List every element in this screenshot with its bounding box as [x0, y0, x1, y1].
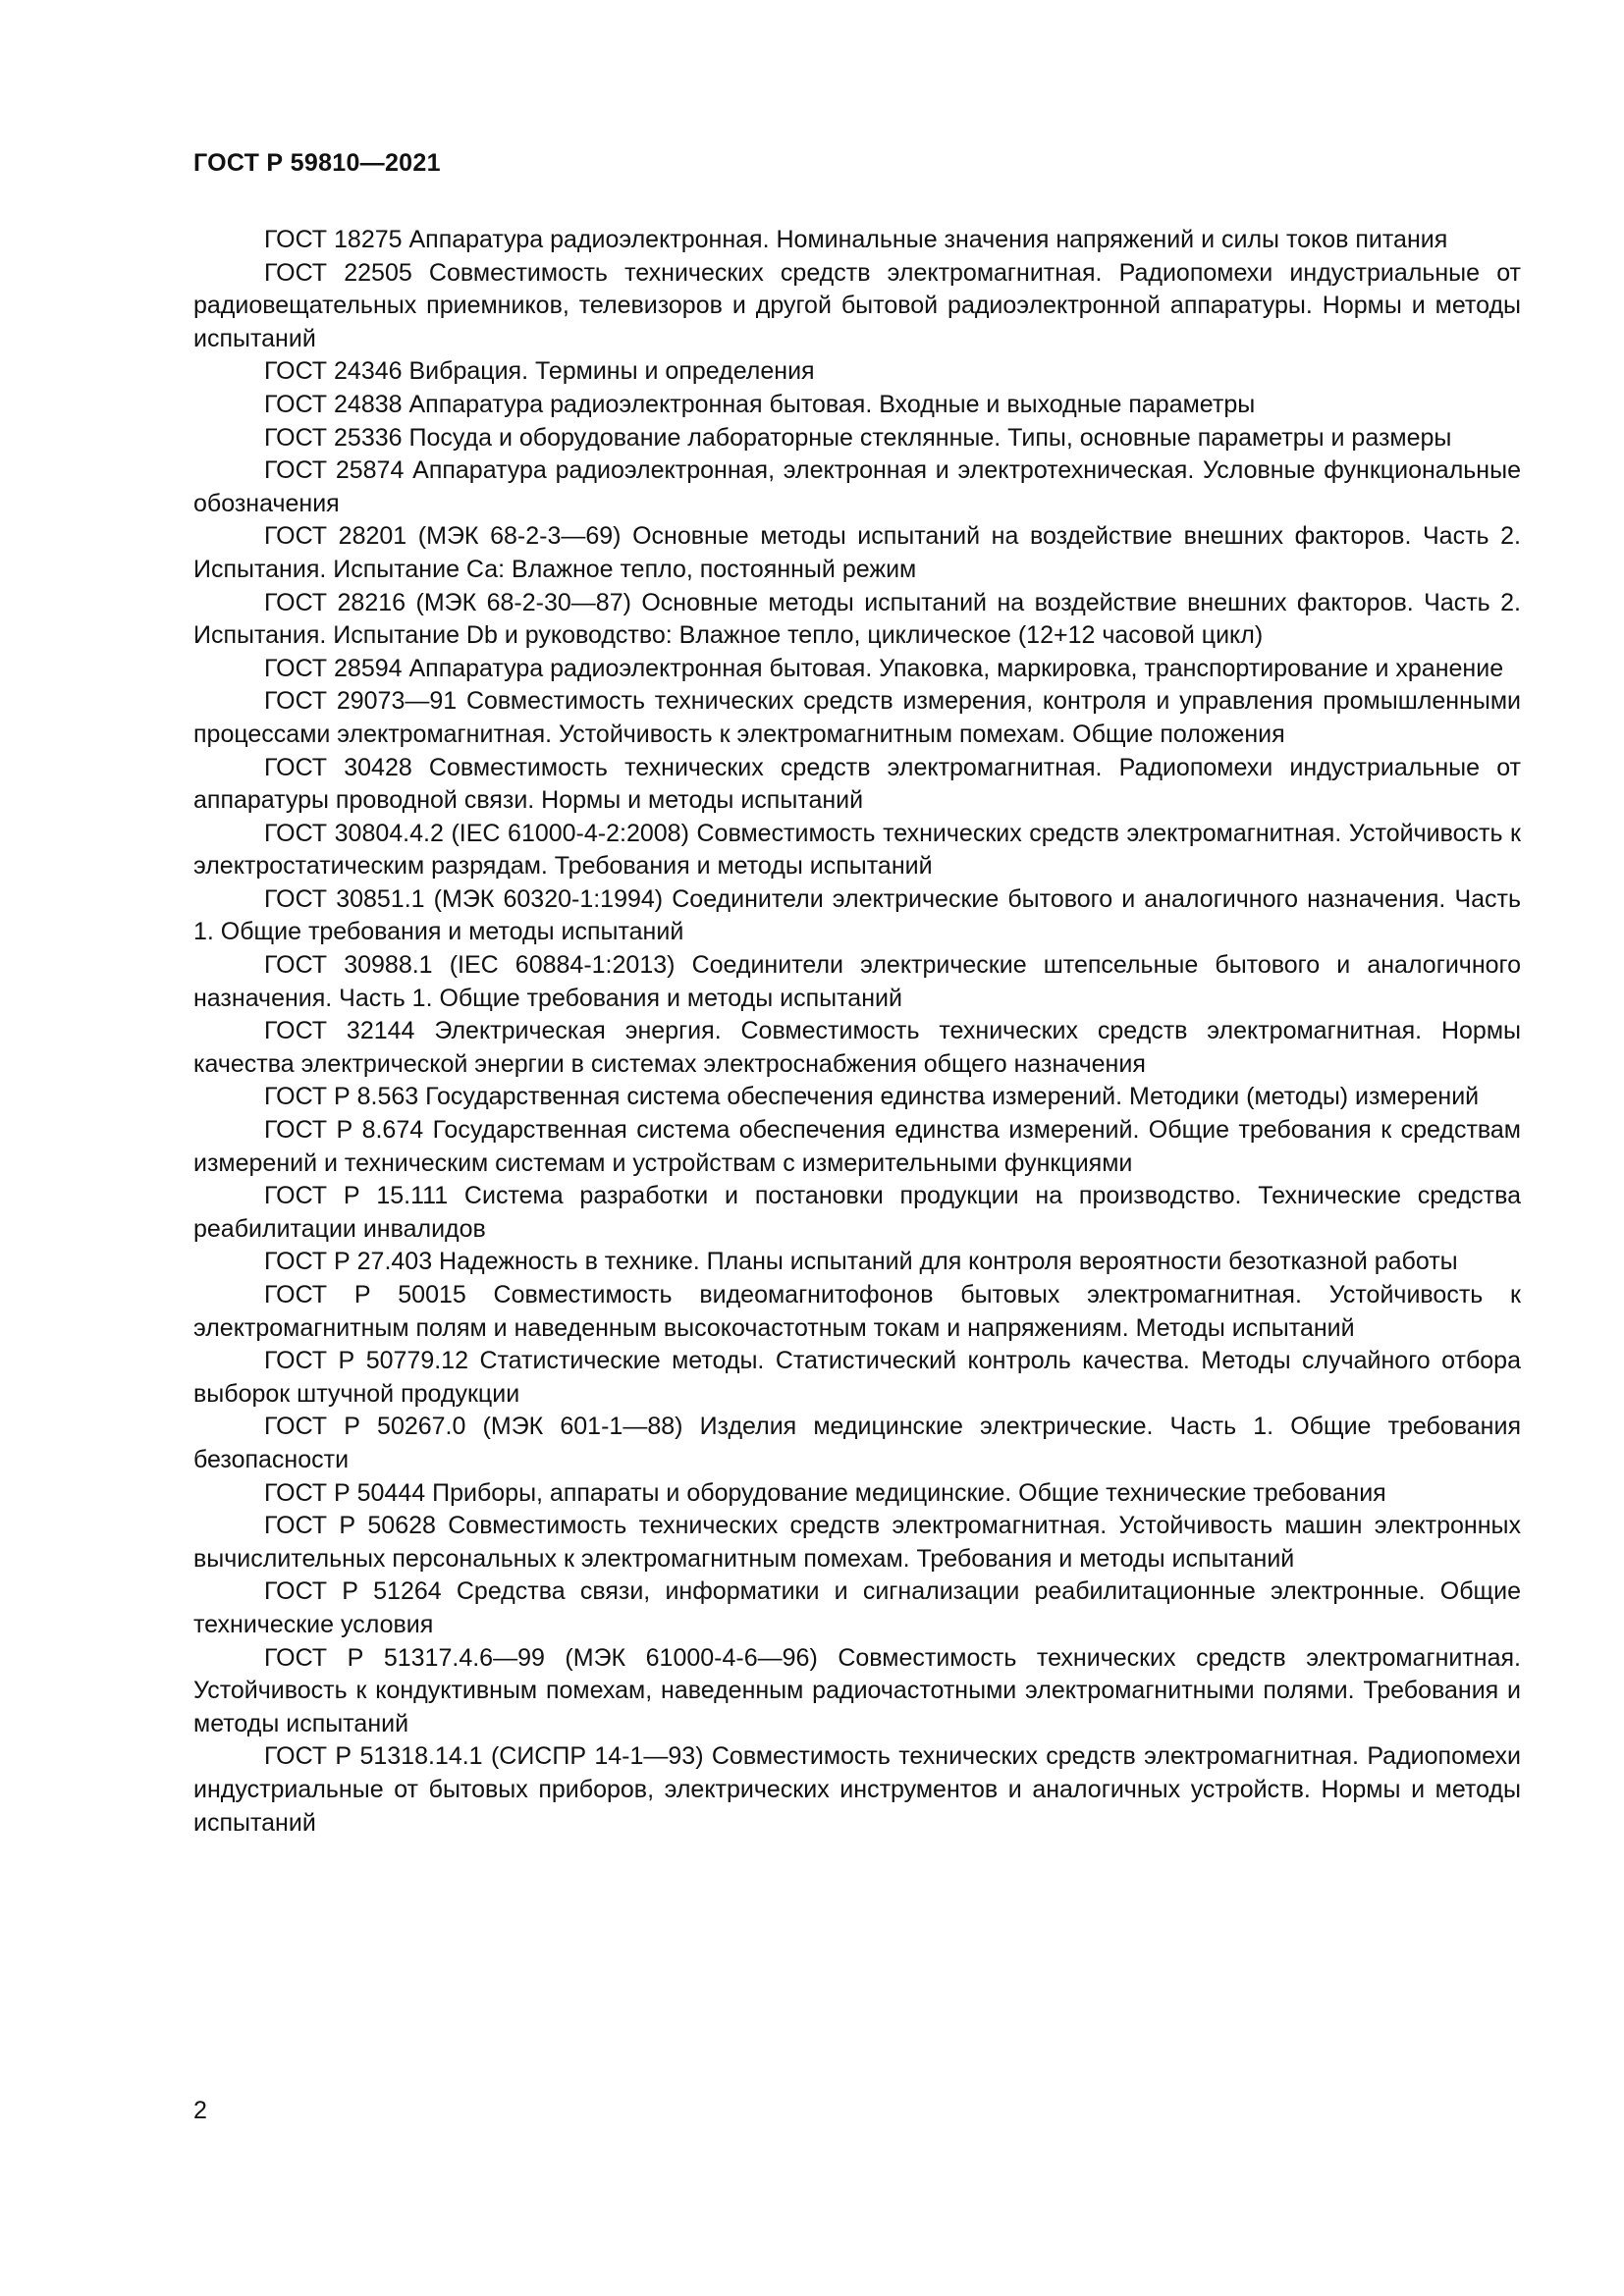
reference-item: ГОСТ 30428 Совместимость технических средств электромагнитная. Радиопомехи индустриальные от аппаратуры проводной связи. Нормы и методы испытаний	[193, 753, 1521, 815]
page-header: ГОСТ Р 59810—2021	[193, 149, 441, 177]
reference-item: ГОСТ Р 50628 Совместимость технических средств электромагнитная. Устойчивость машин электронных вычислительных персональных к электромагнитным помехам. Требования и методы испытаний	[193, 1512, 1521, 1573]
reference-item: ГОСТ 25874 Аппаратура радиоэлектронная, электронная и электротехническая. Условные функциональные обозначения	[193, 456, 1521, 517]
reference-item: ГОСТ 30988.1 (IEC 60884-1:2013) Соединители электрические штепсельные бытового и аналогичного назначения. Часть 1. Общие требования и методы испытаний	[193, 951, 1521, 1012]
reference-item: ГОСТ 29073—91 Совместимость технических средств измерения, контроля и управления промышленными процессами электромагнитная. Устойчивость к электромагнитным помехам. Общие положения	[193, 687, 1521, 748]
reference-item: ГОСТ 22505 Совместимость технических средств электромагнитная. Радиопомехи индустриальные от радиовещательных приемников, телевизоров и другой бытовой радиоэлектронной аппаратуры. Нормы и методы испытаний	[193, 258, 1521, 352]
reference-item: ГОСТ 32144 Электрическая энергия. Совместимость технических средств электромагнитная. Нормы качества электрической энергии в системах электроснабжения общего назначения	[193, 1017, 1521, 1078]
reference-item: ГОСТ Р 8.563 Государственная система обеспечения единства измерений. Методики (методы) измерений	[264, 1083, 1480, 1111]
reference-item: ГОСТ 30851.1 (МЭК 60320-1:1994) Соединители электрические бытового и аналогичного назначения. Часть 1. Общие требования и методы испытаний	[193, 884, 1521, 946]
reference-item: ГОСТ Р 15.111 Система разработки и постановки продукции на производство. Технические средства реабилитации инвалидов	[193, 1182, 1521, 1243]
reference-item: ГОСТ Р 51264 Средства связи, информатики и сигнализации реабилитационные электронные. Общие технические условия	[193, 1577, 1521, 1638]
reference-item: ГОСТ 28594 Аппаратура радиоэлектронная бытовая. Упаковка, маркировка, транспортирование и хранение	[264, 654, 1504, 682]
reference-item: ГОСТ Р 8.674 Государственная система обеспечения единства измерений. Общие требования к средствам измерений и техническим системам и устройствам с измерительными функциями	[193, 1116, 1521, 1177]
reference-item: ГОСТ 28216 (МЭК 68-2-30—87) Основные методы испытаний на воздействие внешних факторов. Часть 2. Испытания. Испытание Db и руководство: Влажное тепло, циклическое (12+12 часовой цикл)	[193, 588, 1521, 650]
reference-item: ГОСТ 18275 Аппаратура радиоэлектронная. Номинальные значения напряжений и силы токов питания	[264, 226, 1448, 253]
reference-item: ГОСТ 25336 Посуда и оборудование лабораторные стеклянные. Типы, основные параметры и размеры	[264, 423, 1452, 452]
reference-item: ГОСТ Р 51318.14.1 (СИСПР 14-1—93) Совместимость технических средств электромагнитная. Радиопомехи индустриальные от бытовых приборов, электрических инструментов и аналогичных устройств. Нормы и методы испытаний	[193, 1742, 1521, 1837]
references-list	[193, 224, 1521, 1840]
reference-item: ГОСТ Р 50444 Приборы, аппараты и оборудование медицинские. Общие технические требования	[264, 1478, 1386, 1507]
reference-item: ГОСТ Р 51317.4.6—99 (МЭК 61000-4-6—96) Совместимость технических средств электромагнитная. Устойчивость к кондуктивным помехам, наведенным радиочастотными электромагнитными полями. Требования и методы испытаний	[193, 1643, 1521, 1737]
reference-item: ГОСТ 24838 Аппаратура радиоэлектронная бытовая. Входные и выходные параметры	[264, 390, 1256, 418]
page-number: 2	[193, 2097, 207, 2124]
reference-item: ГОСТ Р 50267.0 (МЭК 601-1—88) Изделия медицинские электрические. Часть 1. Общие требования безопасности	[193, 1413, 1521, 1473]
reference-item: ГОСТ 24346 Вибрация. Термины и определения	[264, 357, 815, 386]
reference-item: ГОСТ 28201 (МЭК 68-2-3—69) Основные методы испытаний на воздействие внешних факторов. Часть 2. Испытания. Испытание Са: Влажное тепло, постоянный режим	[193, 522, 1521, 583]
reference-item: ГОСТ Р 50015 Совместимость видеомагнитофонов бытовых электромагнитная. Устойчивость к электромагнитным полям и наведенным высокочастотным токам и напряжениям. Методы испытаний	[193, 1281, 1521, 1342]
reference-item: ГОСТ 30804.4.2 (IEC 61000-4-2:2008) Совместимость технических средств электромагнитная. Устойчивость к электростатическим разрядам. Требования и методы испытаний	[193, 819, 1521, 881]
reference-item: ГОСТ Р 50779.12 Статистические методы. Статистический контроль качества. Методы случайного отбора выборок штучной продукции	[193, 1347, 1521, 1408]
reference-item: ГОСТ Р 27.403 Надежность в технике. Планы испытаний для контроля вероятности безотказной работы	[264, 1248, 1458, 1276]
